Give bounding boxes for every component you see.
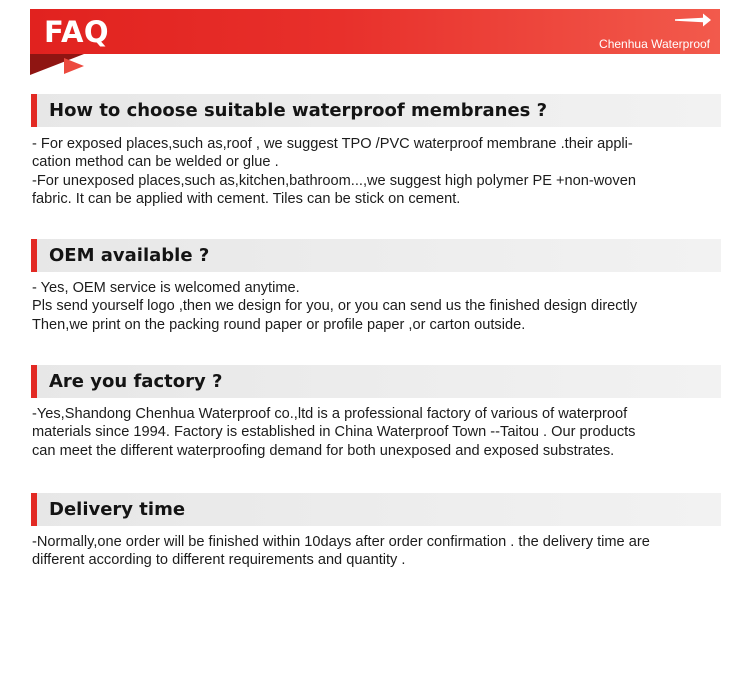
answer-line: -Normally,one order will be finished within 10days after order confirmation . the delivery time are [32, 534, 650, 550]
banner-fold-arrow-decoration [64, 58, 84, 74]
answer-line: fabric. It can be applied with cement. Tiles can be stick on cement. [32, 190, 461, 207]
faq-heading-delivery [31, 493, 721, 526]
faq-question: Are you factory ? [49, 371, 223, 392]
faq-answer-membranes [32, 135, 732, 208]
answer-line: - For exposed places,such as,roof , we suggest TPO /PVC waterproof membrane .their appli- [32, 136, 633, 152]
answer-line: -For unexposed places,such as,kitchen,bathroom...,we suggest high polymer PE +non-woven [32, 172, 636, 189]
answer-line: Then,we print on the packing round paper or profile paper ,or carton outside. [32, 316, 526, 333]
faq-question: OEM available ? [49, 245, 210, 266]
banner-brand: Chenhua Waterproof [599, 37, 710, 51]
faq-heading-membranes [31, 94, 721, 127]
heading-accent-bar [31, 94, 37, 127]
arrow-right-icon [675, 13, 711, 27]
faq-question: How to choose suitable waterproof membranes ? [49, 100, 548, 121]
banner-title: FAQ [44, 15, 110, 49]
answer-line: can meet the different waterproofing demand for both unexposed and exposed substrates. [32, 442, 615, 459]
faq-answer-delivery [32, 533, 732, 570]
heading-accent-bar [31, 493, 37, 526]
answer-line: cation method can be welded or glue . [32, 154, 279, 171]
answer-line: - Yes, OEM service is welcomed anytime. [32, 280, 300, 296]
answer-line: materials since 1994. Factory is established in China Waterproof Town --Taitou . Our products [32, 424, 636, 441]
faq-question: Delivery time [49, 499, 186, 520]
heading-accent-bar [31, 365, 37, 398]
faq-heading-oem [31, 239, 721, 272]
faq-answer-factory [32, 405, 732, 460]
faq-heading-factory [31, 365, 721, 398]
answer-line: -Yes,Shandong Chenhua Waterproof co.,ltd is a professional factory of various of waterproof [32, 406, 628, 422]
faq-answer-oem [32, 279, 732, 334]
heading-accent-bar [31, 239, 37, 272]
answer-line: different according to different requirements and quantity . [32, 552, 406, 569]
answer-line: Pls send yourself logo ,then we design for you, or you can send us the finished design directly [32, 298, 638, 315]
